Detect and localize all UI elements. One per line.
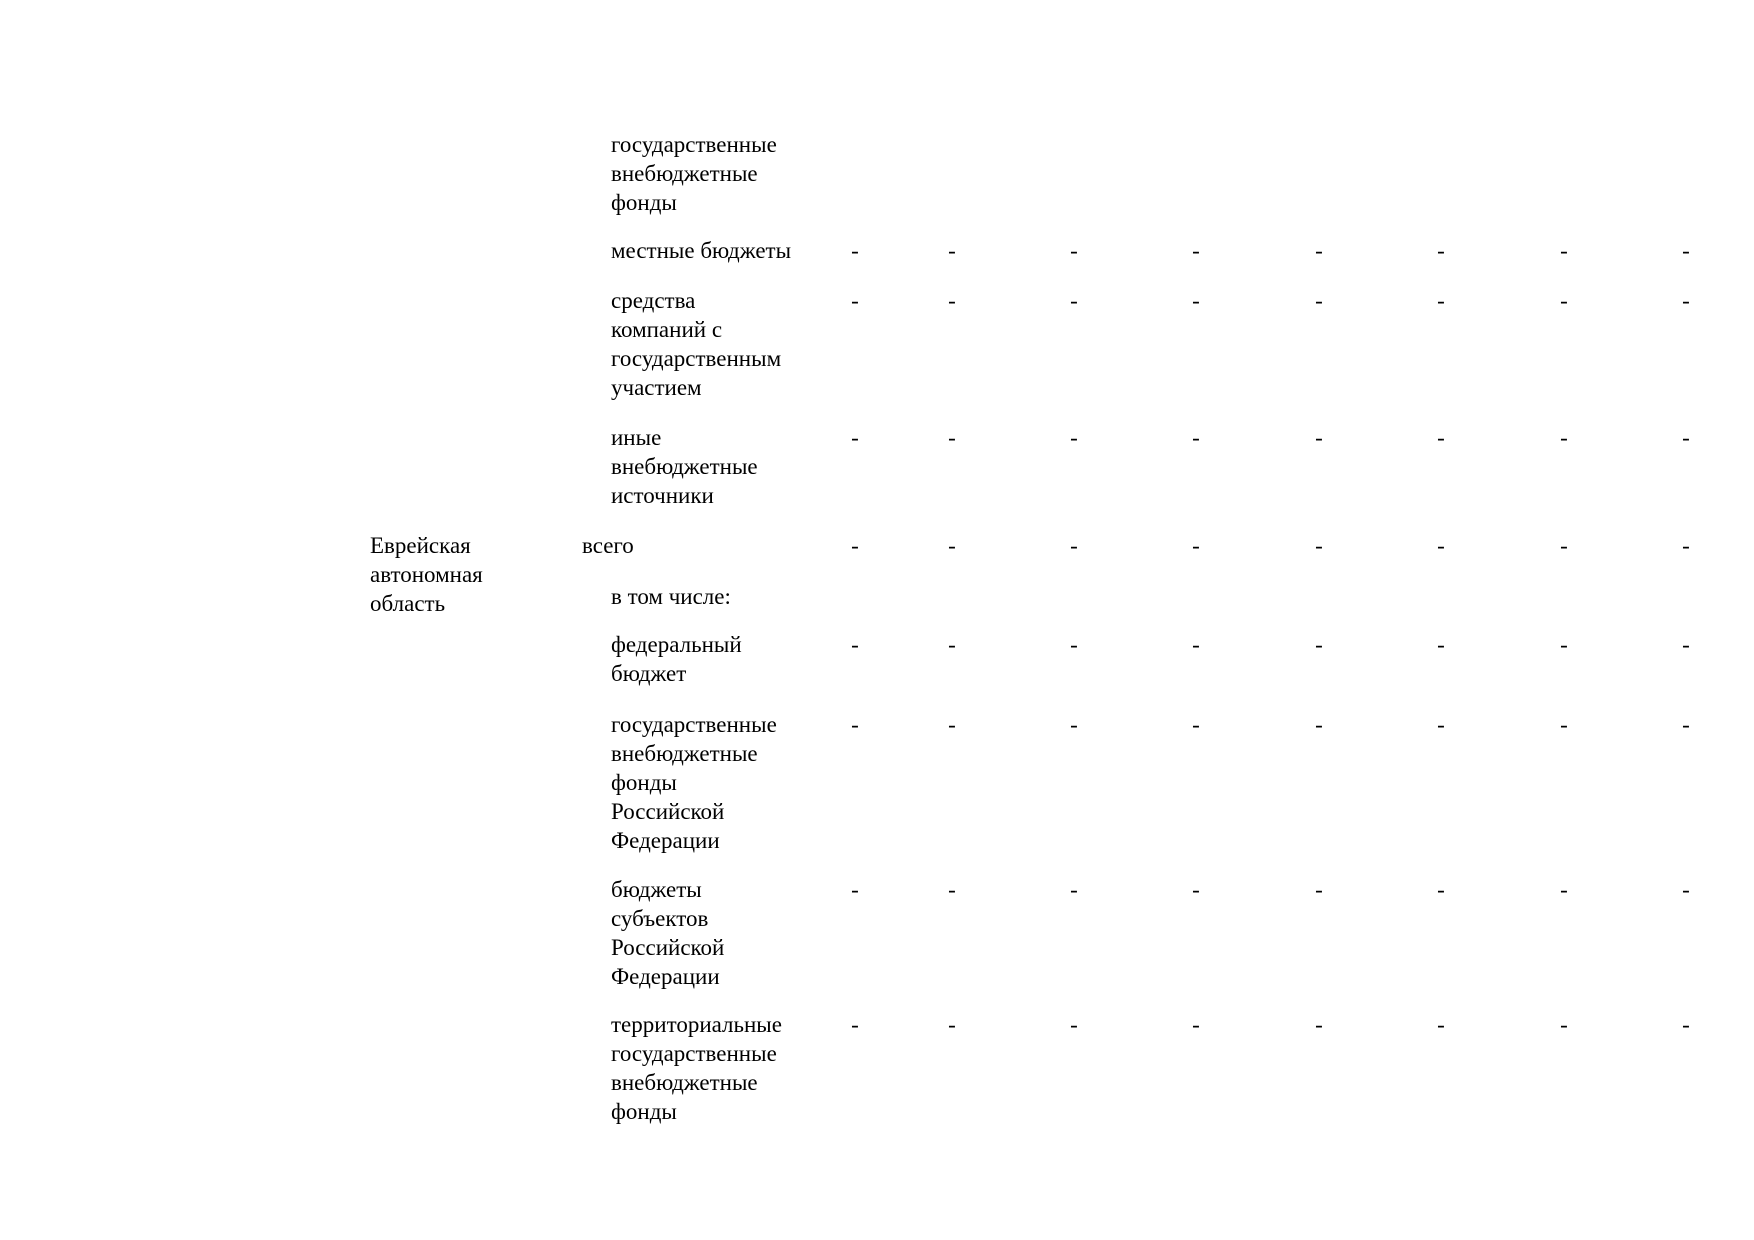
table-cell-value: -: [1070, 712, 1078, 737]
row-label: средства компаний с государственным участием: [611, 288, 782, 400]
table-cell-value: -: [1437, 712, 1445, 737]
table-cell-value: -: [851, 877, 859, 902]
table-cell-value: -: [1682, 1012, 1690, 1037]
table-cell-value: -: [851, 288, 859, 313]
table-cell-value: -: [948, 425, 956, 450]
table-cell-value: -: [1437, 533, 1445, 558]
table-cell-value: -: [1682, 533, 1690, 558]
table-cell-value: -: [1560, 238, 1568, 263]
table-cell-value: -: [1315, 632, 1323, 657]
row-label: государственные внебюджетные фонды Российской Федерации: [611, 712, 777, 853]
table-cell-value: -: [1682, 288, 1690, 313]
table-cell-value: -: [948, 712, 956, 737]
table-cell-value: -: [1682, 712, 1690, 737]
region-name: Еврейская автономная область: [370, 533, 483, 616]
table-cell-value: -: [1192, 238, 1200, 263]
table-cell-value: -: [948, 632, 956, 657]
row-label: иные внебюджетные источники: [611, 425, 758, 508]
table-cell-value: -: [851, 238, 859, 263]
table-cell-value: -: [1315, 238, 1323, 263]
table-cell-value: -: [1070, 238, 1078, 263]
table-cell-value: -: [1315, 1012, 1323, 1037]
table-cell-value: -: [948, 877, 956, 902]
table-cell-value: -: [948, 238, 956, 263]
table-cell-value: -: [1070, 533, 1078, 558]
table-cell-value: -: [851, 632, 859, 657]
table-cell-value: -: [1560, 288, 1568, 313]
table-cell-value: -: [851, 533, 859, 558]
table-cell-value: -: [1315, 533, 1323, 558]
row-label: всего: [582, 533, 634, 558]
table-cell-value: -: [1560, 712, 1568, 737]
row-label: в том числе:: [611, 584, 731, 609]
table-cell-value: -: [1070, 632, 1078, 657]
table-cell-value: -: [1070, 425, 1078, 450]
table-cell-value: -: [1315, 425, 1323, 450]
table-cell-value: -: [1560, 533, 1568, 558]
table-cell-value: -: [1192, 425, 1200, 450]
table-cell-value: -: [851, 425, 859, 450]
table-cell-value: -: [1192, 877, 1200, 902]
row-label: государственные внебюджетные фонды: [611, 132, 777, 215]
row-label: местные бюджеты: [611, 238, 792, 263]
table-cell-value: -: [1070, 288, 1078, 313]
table-cell-value: -: [1192, 533, 1200, 558]
table-cell-value: -: [948, 1012, 956, 1037]
row-label: федеральный бюджет: [611, 632, 742, 686]
table-cell-value: -: [1315, 877, 1323, 902]
table-cell-value: -: [851, 712, 859, 737]
table-cell-value: -: [948, 288, 956, 313]
table-cell-value: -: [1437, 288, 1445, 313]
table-cell-value: -: [1560, 1012, 1568, 1037]
table-cell-value: -: [1437, 238, 1445, 263]
table-cell-value: -: [1070, 1012, 1078, 1037]
table-cell-value: -: [1682, 877, 1690, 902]
row-label: бюджеты субъектов Российской Федерации: [611, 877, 725, 989]
table-cell-value: -: [1437, 1012, 1445, 1037]
table-cell-value: -: [1560, 425, 1568, 450]
table-cell-value: -: [1070, 877, 1078, 902]
table-cell-value: -: [1192, 288, 1200, 313]
table-cell-value: -: [1560, 877, 1568, 902]
table-cell-value: -: [1192, 632, 1200, 657]
table-cell-value: -: [1192, 712, 1200, 737]
table-cell-value: -: [1437, 877, 1445, 902]
table-cell-value: -: [1682, 425, 1690, 450]
table-cell-value: -: [948, 533, 956, 558]
table-cell-value: -: [1315, 712, 1323, 737]
table-cell-value: -: [1682, 238, 1690, 263]
row-label: территориальные государственные внебюджетные фонды: [611, 1012, 782, 1124]
table-cell-value: -: [1315, 288, 1323, 313]
table-cell-value: -: [1192, 1012, 1200, 1037]
table-cell-value: -: [1560, 632, 1568, 657]
table-cell-value: -: [1437, 632, 1445, 657]
table-cell-value: -: [1682, 632, 1690, 657]
table-cell-value: -: [851, 1012, 859, 1037]
table-cell-value: -: [1437, 425, 1445, 450]
